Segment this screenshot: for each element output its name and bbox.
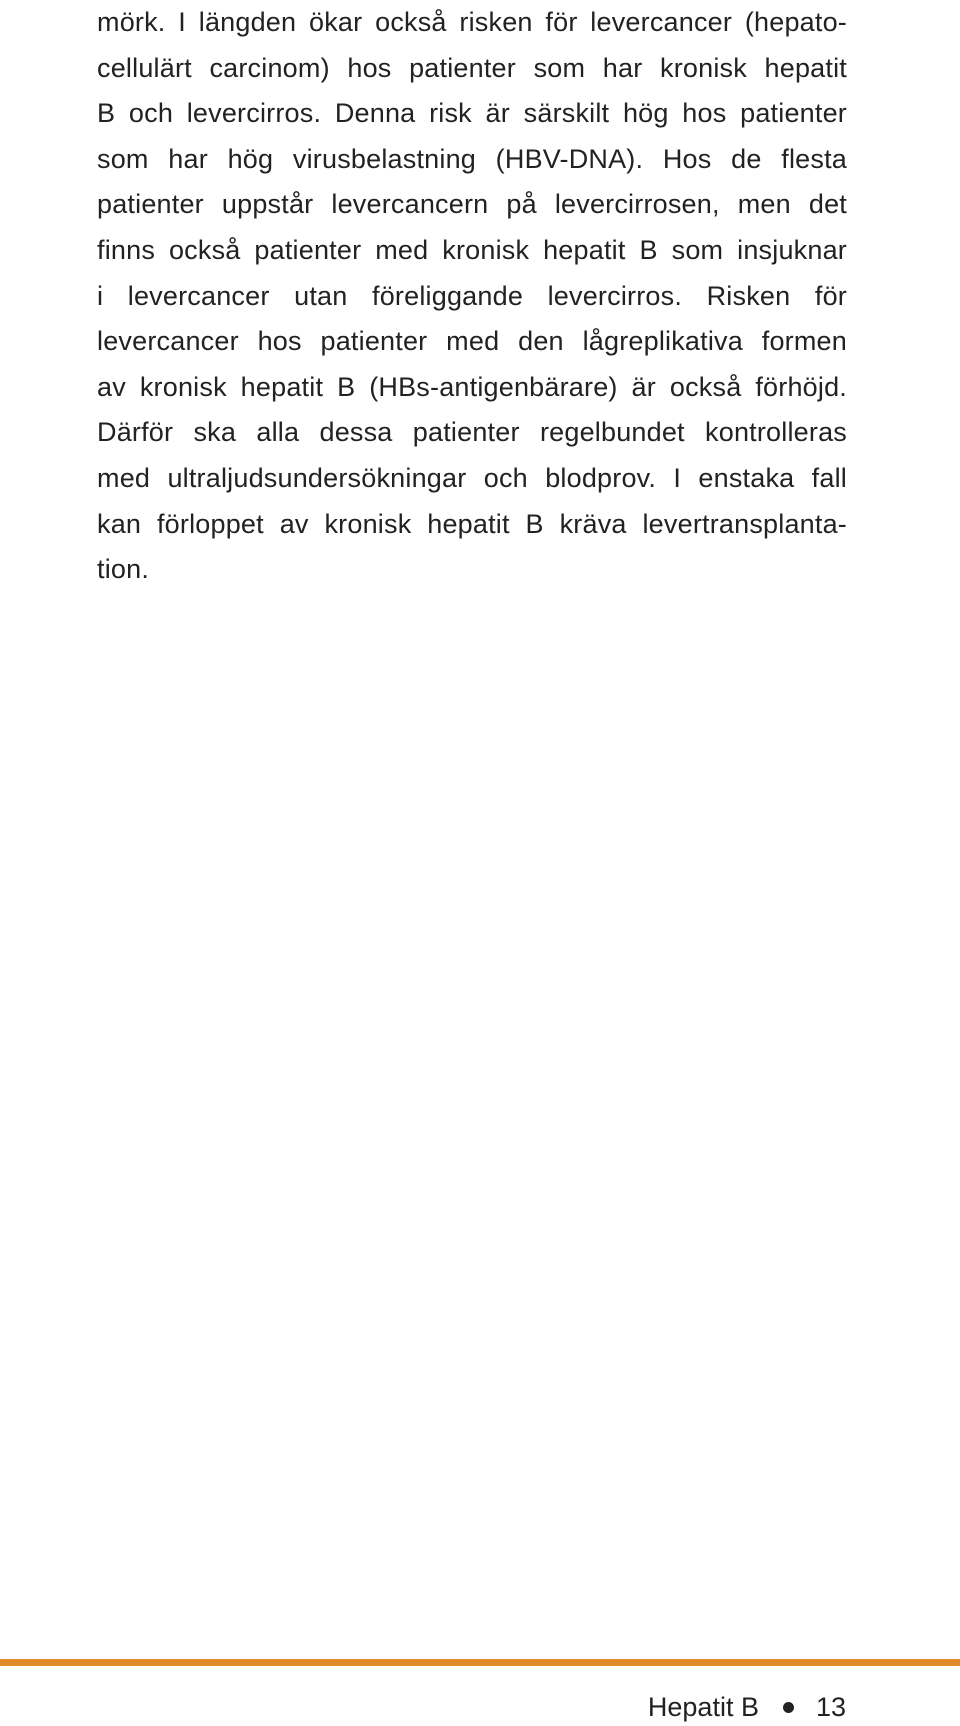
- text-line: cellulärt carcinom) hos patienter som har kronisk hepatit: [97, 52, 847, 83]
- text-line: kan förloppet av kronisk hepatit B kräva levertransplanta-: [97, 508, 847, 539]
- text-line: i levercancer utan föreliggande levercirros. Risken för: [97, 280, 847, 311]
- page-number: 13: [815, 1692, 846, 1722]
- text-line: B och levercirros. Denna risk är särskilt hög hos patienter: [97, 98, 847, 129]
- body-paragraph: [97, 0, 847, 593]
- text-line: Därför ska alla dessa patienter regelbundet kontrolleras: [97, 417, 847, 448]
- text-line: levercancer hos patienter med den lågreplikativa formen: [97, 326, 847, 357]
- text-line: patienter uppstår levercancern på levercirrosen, men det: [97, 189, 847, 220]
- text-line: som har hög virusbelastning (HBV-DNA). Hos de flesta: [97, 143, 847, 174]
- text-line: mörk. I längden ökar också risken för levercancer (hepato-: [97, 7, 847, 37]
- footer-rule: [0, 1659, 960, 1666]
- footer-title: Hepatit B: [647, 1692, 759, 1722]
- text-line: finns också patienter med kronisk hepatit B som insjuknar: [97, 234, 847, 265]
- text-line: av kronisk hepatit B (HBs-antigenbärare) är också förhöjd.: [97, 371, 847, 402]
- text-line: tion.: [97, 554, 150, 585]
- page-footer: [648, 1690, 846, 1724]
- bullet-icon: [783, 1702, 794, 1713]
- text-line: med ultraljudsundersökningar och blodprov. I enstaka fall: [97, 462, 847, 493]
